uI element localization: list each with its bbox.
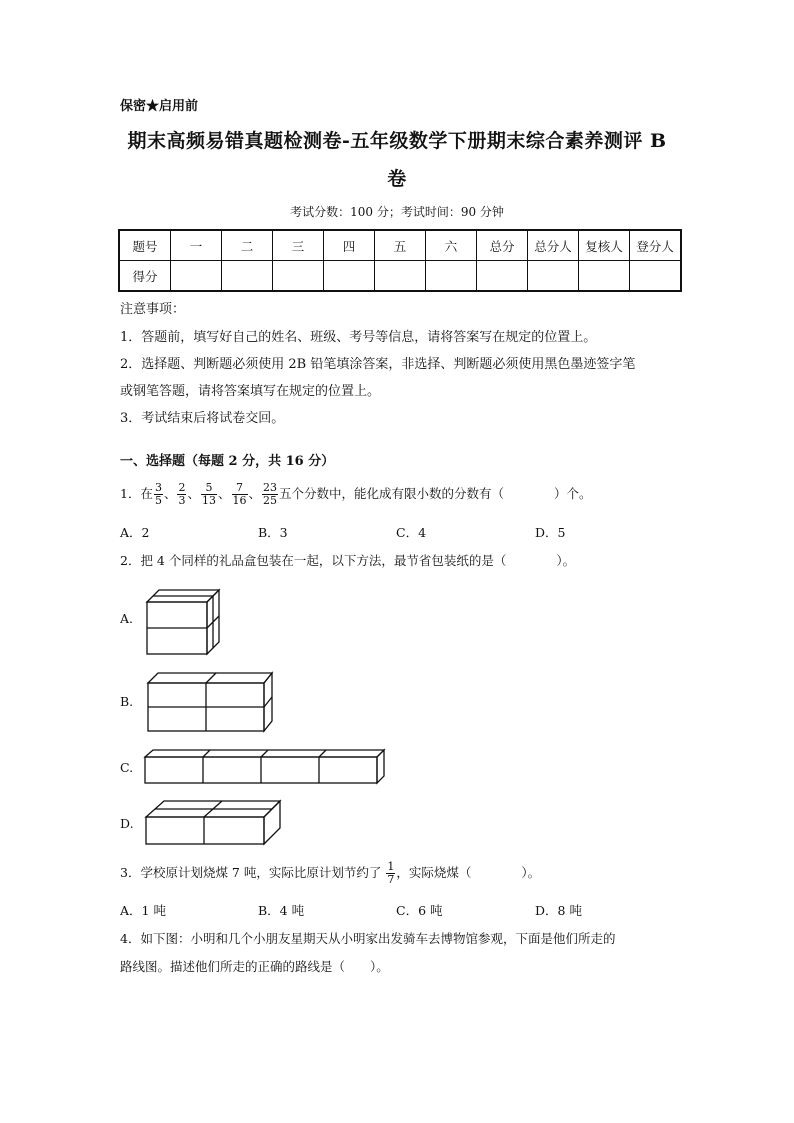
score-header-cell: 六 [426,230,477,261]
option-c[interactable]: C．6 吨 [396,903,443,918]
exam-meta: 考试分数：100 分；考试时间：90 分钟 [290,205,504,219]
fraction: $\frac{7}{16}$ [232,481,247,507]
score-input-cell[interactable] [528,261,579,292]
question-3: 3．学校原计划烧煤 7 吨，实际比原计划节约了 $\frac{1}{7}$ ，实际烧煤（ ）。 [120,860,541,886]
score-table [118,229,682,292]
score-input-cell[interactable] [477,261,528,292]
option-a[interactable]: A．1 吨 [120,903,166,918]
exam-title-continued: 卷 [387,168,407,190]
score-table-score-row [119,261,681,292]
fraction: $\frac{5}{13}$ [201,481,216,507]
note-item: 1．答题前，填写好自己的姓名、班级、考号等信息，请将答案写在规定的位置上。 [120,330,597,345]
score-header-cell: 二 [222,230,273,261]
score-input-cell[interactable] [222,261,273,292]
option-d-label[interactable]: D. [120,816,134,831]
score-header-cell: 一 [171,230,222,261]
option-a-label[interactable]: A. [120,611,134,626]
question-4-continued: 路线图。描述他们所走的正确的路线是（ ）。 [120,959,389,974]
option-c[interactable]: C．4 [396,525,427,540]
score-header-cell: 总分人 [528,230,579,261]
question-1-prefix: 1．在 [120,486,153,501]
notes-title: 注意事项： [120,302,186,317]
score-header-cell: 复核人 [579,230,630,261]
score-input-cell[interactable] [324,261,375,292]
score-input-cell[interactable] [630,261,682,292]
option-b-figure[interactable] [146,671,274,733]
score-input-cell[interactable] [171,261,222,292]
fraction: $\frac{1}{7}$ [387,860,395,886]
confidential-label: 保密★启用前 [120,99,199,114]
score-header-cell: 三 [273,230,324,261]
option-a-figure[interactable] [146,588,222,656]
score-input-cell[interactable] [579,261,630,292]
question-4: 4．如下图：小明和几个小朋友星期天从小明家出发骑车去博物馆参观，下面是他们所走的 [120,931,616,946]
question-1: 1．在 $\frac{3}{5}$ 、 $\frac{2}{3}$ 、 $\frac{5}{13}$ 、 $\frac{7}{16}$ 、 $\frac{23}{25}$ 五个分数中，能化成有限小数的分数有（ ）个。 [120,481,592,507]
note-item: 2．选择题、判断题必须使用 2B 铅笔填涂答案，非选择、判断题必须使用黑色墨迹签字笔 [120,357,636,372]
option-c-label[interactable]: C. [120,760,134,775]
fraction: $\frac{2}{3}$ [178,481,186,507]
note-item: 或钢笔答题，请将答案填写在规定的位置上。 [120,384,381,399]
question-2: 2．把 4 个同样的礼品盒包装在一起，以下方法，最节省包装纸的是（ ）。 [120,553,576,568]
option-b[interactable]: B．3 [258,525,288,540]
note-item: 3．考试结束后将试卷交回。 [120,411,285,426]
option-d[interactable]: D．5 [535,525,566,540]
score-input-cell[interactable] [273,261,324,292]
exam-title: 期末高频易错真题检测卷-五年级数学下册期末综合素养测评 B [127,130,667,152]
score-header-cell: 题号 [119,230,171,261]
section-title: 一、选择题（每题 2 分，共 16 分） [120,454,335,469]
score-input-cell[interactable] [375,261,426,292]
option-b[interactable]: B．4 吨 [258,903,305,918]
score-table-header-row [119,230,681,261]
score-header-cell: 登分人 [630,230,682,261]
option-d[interactable]: D．8 吨 [535,903,582,918]
fraction: $\frac{3}{5}$ [154,481,162,507]
option-c-figure[interactable] [144,749,386,785]
score-header-cell: 五 [375,230,426,261]
option-d-figure[interactable] [144,800,280,846]
score-row-label: 得分 [119,261,171,292]
score-header-cell: 四 [324,230,375,261]
score-header-cell: 总分 [477,230,528,261]
fraction: $\frac{23}{25}$ [263,481,278,507]
option-b-label[interactable]: B. [120,694,134,709]
score-input-cell[interactable] [426,261,477,292]
option-a[interactable]: A．2 [120,525,150,540]
question-1-suffix: 五个分数中，能化成有限小数的分数有（ ）个。 [279,486,592,501]
